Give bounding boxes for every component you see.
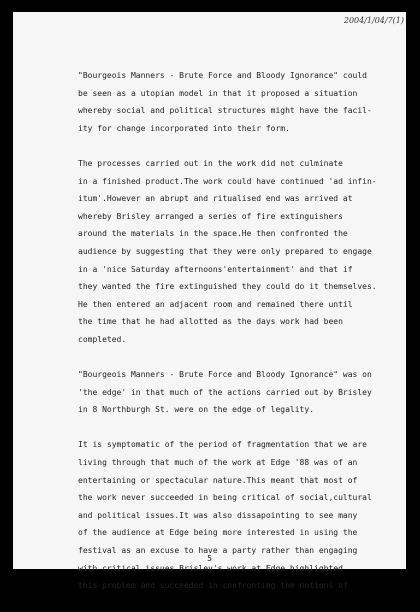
text-line: whereby social and political structures might have the facil- (78, 106, 372, 116)
paragraph-4 (78, 436, 403, 594)
text-line: festival as an excuse to have a party rather than engaging (78, 546, 358, 556)
text-line: with critical issues.Brisley's work at Edge highlighted (78, 563, 343, 573)
text-line: the time that he had allotted as the days work had been (78, 317, 343, 327)
text-line: of the audience at Edge being more interested in using the (78, 528, 358, 538)
text-line: "Bourgeois Manners - Brute Force and Bloody Ignorance" was on (78, 370, 372, 380)
text-line: It is symptomatic of the period of fragmentation that we are (78, 440, 367, 450)
text-line: The processes carried out in the work did not culminate (78, 158, 343, 168)
text-line: whereby Brisley arranged a series of fire extinguishers (78, 211, 343, 221)
text-line: be seen as a utopian model in that it proposed a situation (78, 88, 358, 98)
text-line: 'the edge' in that much of the actions carried out by Brisley (78, 387, 372, 397)
text-line: itum'.However an abrupt and ritualised end was arrived at (78, 194, 353, 204)
body-text (78, 67, 403, 612)
text-line: the work never succeeded in being critical of social,cultural (78, 493, 372, 503)
paragraph-2 (78, 155, 403, 349)
text-line: in a finished product.The work could have continued 'ad infin- (78, 176, 377, 186)
text-line: around the materials in the space.He then confronted the (78, 229, 348, 239)
paragraph-1 (78, 67, 403, 137)
text-line: and political issues.It was also dissapointing to see many (78, 510, 358, 520)
text-line: completed. (78, 334, 127, 344)
text-line: entertaining or spectacular nature.This meant that most of (78, 475, 358, 485)
document-page (13, 12, 406, 591)
page-number: 5 (207, 554, 212, 563)
handwritten-annotation: 2004/1/04/7(1) (343, 16, 404, 25)
text-line: He then entered an adjacent room and remained there until (78, 299, 353, 309)
text-line: living through that much of the work at Edge '88 was of an (78, 458, 358, 468)
text-line: audience by suggesting that they were only prepared to engage (78, 246, 372, 256)
text-line: in a 'nice Saturday afternoons'entertainment' and that if (78, 264, 353, 274)
text-line: this problem and succeeded in confronting the notions of (78, 581, 348, 591)
paragraph-3 (78, 366, 403, 419)
text-line: in 8 Northburgh St. were on the edge of legality. (78, 405, 315, 415)
text-line: "Bourgeois Manners - Brute Force and Bloody Ignorance" could (78, 71, 367, 80)
text-line: ity for change incorporated into their form. (78, 123, 290, 133)
text-line: they wanted the fire extinguished they could do it themselves. (78, 282, 377, 292)
